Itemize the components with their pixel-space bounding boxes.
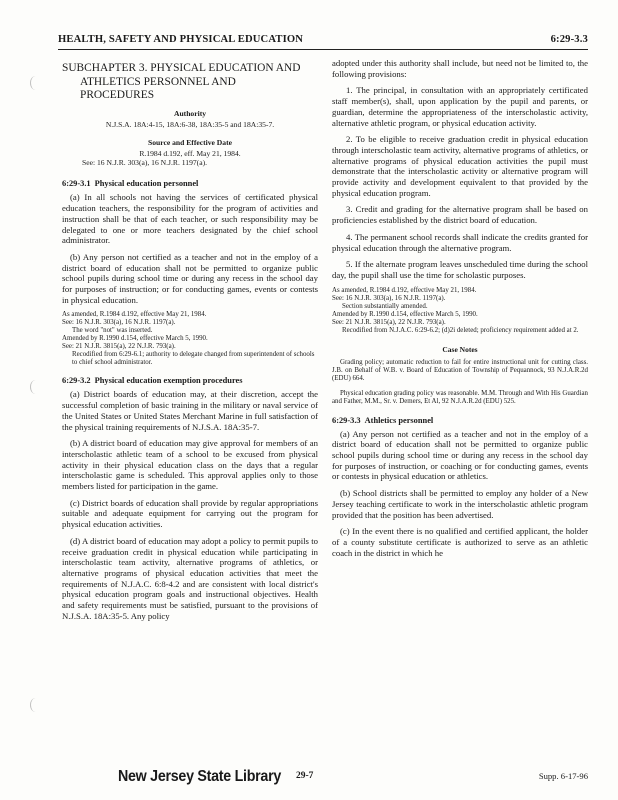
- source-line-2: See: 16 N.J.R. 303(a), 16 N.J.R. 1197(a).: [82, 158, 208, 168]
- section-heading-3-3: [332, 416, 588, 425]
- authority-title: Authority: [173, 108, 207, 118]
- paragraph-3-2-a: (a) District boards of education may, at their discretion, accept the successful completion of basic training in the military or naval service of the United States or United States Merchant Marine in full satisfaction of the physical training requirements of N.J.S.A. 18A:35-7.: [62, 389, 318, 432]
- history-line: Recodified from N.J.A.C. 6:29-6.2; (d)2i deleted; proficiency requirement added at 2.: [342, 326, 579, 334]
- page-number: 29-7: [296, 771, 314, 781]
- section-number: 6:29-3.3: [332, 415, 361, 425]
- paragraph-3-3-c: (c) In the event there is no qualified and certified applicant, the holder of a county substitute certificate is authorized to serve as an athletic coach in the district in which he: [332, 526, 588, 558]
- list-item-3: 3. Credit and grading for the alternative program shall be based on proficiencies established by the district board of education.: [332, 204, 588, 226]
- supplement-date: Supp. 6-17-96: [538, 771, 588, 781]
- subchapter-line-1: SUBCHAPTER 3. PHYSICAL EDUCATION AND: [62, 62, 301, 74]
- subchapter-line-3: PROCEDURES: [80, 89, 155, 102]
- paragraph-3-3-a: (a) Any person not certified as a teacher and not in the employ of a district board of education shall not be permitted to organize public school pupils during school time or during any recess in the school day for purposes of instruction, or coaching or for conducting games, events or contests in physical education or athletics.: [332, 428, 588, 482]
- history-line: Recodified from 6:29-6.1; authority to delegate changed from superintendent of schools to chief school administrator.: [72, 351, 315, 367]
- list-item-1: 1. The principal, in consultation with an appropriately certificated staff member(s), shall, upon application by the pupil and parents, or guardian, determine the appropriateness of the interscholastic activity, alternative athletic program, or physical education activity.: [332, 85, 588, 128]
- section-number: 6:29-3.1: [62, 179, 91, 189]
- scan-mark-decoration: [30, 76, 41, 90]
- paragraph-3-2-c: (c) District boards of education shall provide by regular appropriations suitable and adequate equipment for carrying out the program for physical education activities.: [62, 497, 318, 530]
- subchapter-line-2: ATHLETICS PERSONNEL AND: [80, 75, 236, 88]
- history-line: See: 16 N.J.R. 303(a), 16 N.J.R. 1197(a).: [332, 294, 446, 302]
- case-notes-title: Case Notes: [442, 344, 478, 354]
- section-title: Physical education exemption procedures: [94, 376, 243, 386]
- section-title: Physical education personnel: [94, 179, 199, 189]
- paragraph-3-2-b: (b) A district board of education may give approval for members of an interscholastic athletic team of a school to be excused from physical activity in their physical education class on the days that a regular interscholastic game is scheduled. This approval applies only to those members listed for participation in the game.: [62, 438, 318, 492]
- history-note-3-1: [62, 311, 318, 367]
- case-note-2: Physical education grading policy was reasonable. M.M. Through and With His Guardian and Father, M.M., Sr. v. Demers, Et Al, 92 N.J.A.R.2d (EDU) 525.: [332, 390, 588, 406]
- section-heading-3-1: [62, 179, 318, 188]
- section-title: Athletics personnel: [364, 415, 434, 425]
- history-line: Section substantially amended.: [342, 302, 428, 310]
- history-line: As amended, R.1984 d.192, effective May 21, 1984.: [332, 286, 477, 294]
- source-line-1: R.1984 d.192, eff. May 21, 1984.: [139, 148, 241, 158]
- history-line: See: 21 N.J.R. 3815(a), 22 N.J.R. 793(a).: [62, 343, 176, 351]
- paragraph-3-2-d: (d) A district board of education may adopt a policy to permit pupils to receive graduation credit in physical education while participating in interscholastic team activity, alternative programs of athletics, or alternative programs of physical education activities that meet the requirements of N.J.A.C. 6:8-4.2 and are consistent with local district's physical education program goals and instructional objectives. Health and safety requirements must be satisfied, pursuant to the provisions of N.J.S.A. 18A:35-5. Any policy: [62, 535, 318, 621]
- subchapter-heading: [62, 62, 318, 103]
- case-note-1: Grading policy; automatic reduction to fail for entire instructional unit for cutting class. J.B. on Behalf of W.B. v. Board of Education of Township of Pequannock, 93 N.J.A.R.2d (EDU) 664.: [332, 358, 588, 383]
- history-line: Amended by R.1990 d.154, effective March 5, 1990.: [332, 310, 478, 318]
- list-item-2: 2. To be eligible to receive graduation credit in physical education through interscholastic team activity, alternative programs of athletics, or alternative programs of physical education activities the pupil must demonstrate that the interscholastic activity or alternative program will provide activity and development equivalent to that provided by the physical education program.: [332, 134, 588, 198]
- paragraph-3-3-b: (b) School districts shall be permitted to employ any holder of a New Jersey teaching certificate to work in the interscholastic athletic program provided that the position has been advertised.: [332, 488, 588, 520]
- section-heading-3-2: [62, 376, 318, 385]
- history-line: As amended, R.1984 d.192, effective May 21, 1984.: [62, 311, 207, 319]
- source-title: Source and Effective Date: [147, 137, 232, 147]
- authority-text: N.J.S.A. 18A:4-15, 18A:6-38, 18A:35-5 and 18A:35-7.: [105, 119, 275, 129]
- section-number: 6:29-3.2: [62, 376, 91, 386]
- history-line: See: 21 N.J.R. 3815(a), 22 N.J.R. 793(a).: [332, 318, 446, 326]
- paragraph-3-1-b: (b) Any person not certified as a teacher and not in the employ of a district board of education shall not be permitted to organize public school pupils during school time or during any recess in the school day for purposes of instruction; or for conducting games, events or contests in physical education.: [62, 251, 318, 305]
- right-column: [332, 58, 588, 564]
- history-line: The word "not" was inserted.: [72, 327, 153, 335]
- list-item-5: 5. If the alternate program leaves unscheduled time during the school day, the pupil shall use the time for scholastic purposes.: [332, 259, 588, 280]
- header-section-number: 6:29-3.3: [550, 34, 588, 45]
- left-column: [62, 58, 318, 627]
- header-title: HEALTH, SAFETY AND PHYSICAL EDUCATION: [58, 34, 304, 45]
- history-line: Amended by R.1990 d.154, effective March 5, 1990.: [62, 335, 208, 343]
- history-line: See: 16 N.J.R. 303(a), 16 N.J.R. 1197(a).: [62, 319, 176, 327]
- list-item-4: 4. The permanent school records shall indicate the credits granted for physical education through the alternative program.: [332, 231, 588, 253]
- library-stamp: New Jersey State Library: [118, 768, 282, 785]
- history-note-3-2: [332, 287, 588, 335]
- running-header: [58, 34, 588, 45]
- paragraph-continuation: adopted under this authority shall include, but need not be limited to, the following provisions:: [332, 58, 588, 79]
- scan-mark-decoration: [30, 380, 41, 394]
- paragraph-3-1-a: (a) In all schools not having the services of certificated physical education teachers, the responsibility for the program of activities and instruction shall be that of each teacher, or such responsibility may be delegated to one or more teachers designated by the chief school administrator.: [62, 192, 318, 246]
- scan-mark-decoration: [30, 698, 41, 712]
- header-rule: [58, 49, 588, 50]
